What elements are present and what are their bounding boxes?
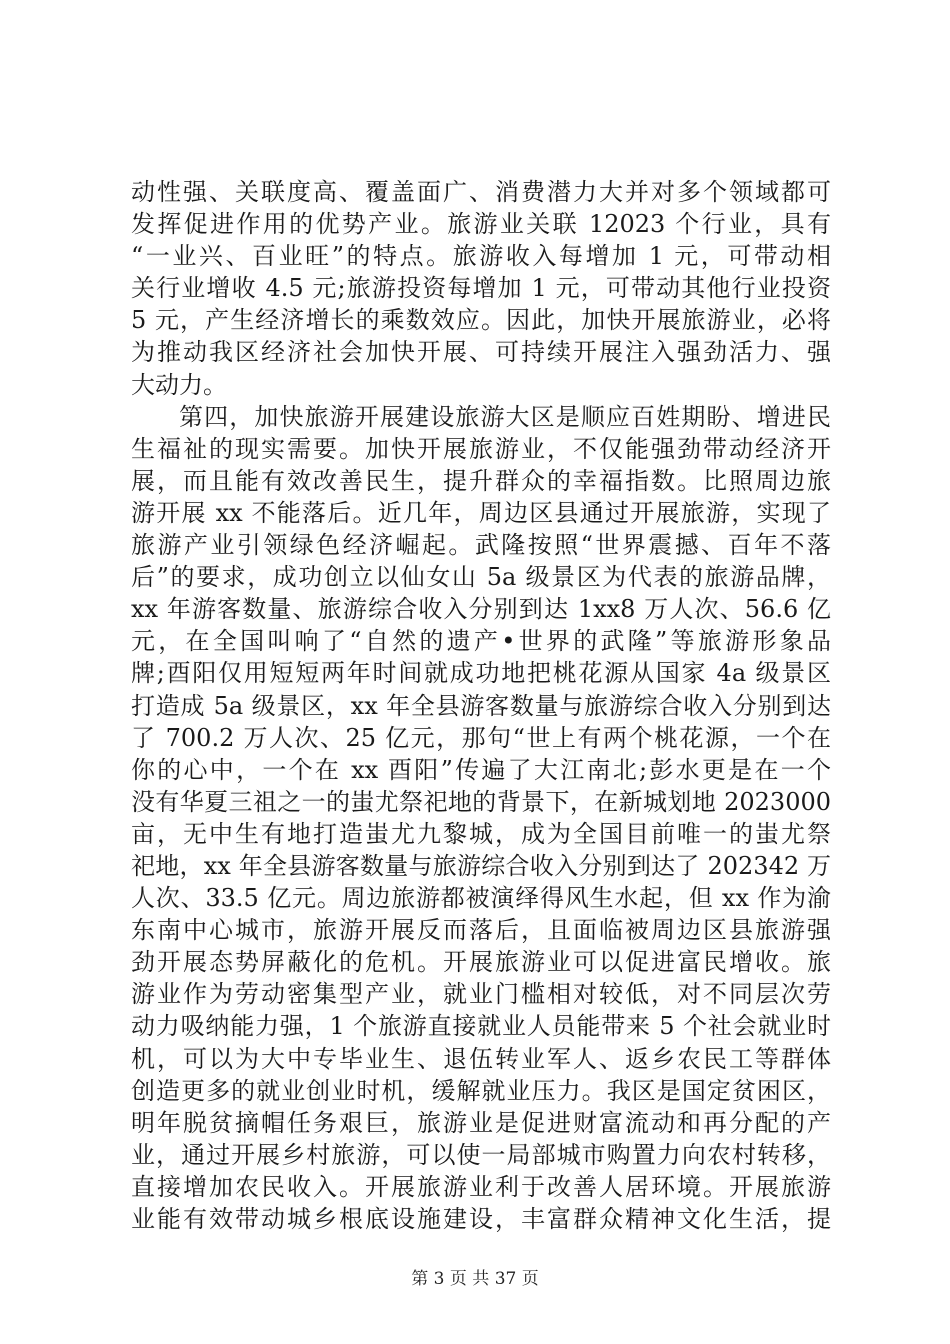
text-line: 你的心中，一个在 xx 酉阳”传遍了大江南北;彭水更是在一个 [131,755,831,784]
text-line: 亩，无中生有地打造蚩尤九黎城，成为全国目前唯一的蚩尤祭 [131,819,831,848]
text-line: 机，可以为大中专毕业生、退伍转业军人、返乡农民工等群体 [131,1044,831,1073]
text-line: 业，通过开展乡村旅游，可以使一局部城市购置力向农村转移， [131,1140,831,1169]
text-line: 元，在全国叫响了“自然的遗产•世界的武隆”等旅游形象品 [131,627,831,656]
text-line: 了 700.2 万人次、25 亿元，那句“世上有两个桃花源，一个在 [131,723,831,752]
text-line: 祀地，xx 年全县游客数量与旅游综合收入分别到达了 202342 万 [131,851,831,880]
text-line: 游业作为劳动密集型产业，就业门槛相对较低，对不同层次劳 [131,980,831,1009]
text-line: 动力吸纳能力强，1 个旅游直接就业人员能带来 5 个社会就业时 [131,1012,831,1041]
text-line: 创造更多的就业创业时机，缓解就业压力。我区是国定贫困区， [131,1076,831,1105]
text-line: 生福祉的现实需要。加快开展旅游业，不仅能强劲带动经济开 [131,434,831,463]
text-line: 展，而且能有效改善民生，提升群众的幸福指数。比照周边旅 [131,466,831,495]
text-line: 发挥促进作用的优势产业。旅游业关联 12023 个行业，具有 [131,210,831,239]
text-line: 打造成 5a 级景区，xx 年全县游客数量与旅游综合收入分别到达 [131,691,831,720]
text-line: 后”的要求，成功创立以仙女山 5a 级景区为代表的旅游品牌， [131,563,831,592]
text-line: 关行业增收 4.5 元;旅游投资每增加 1 元，可带动其他行业投资 [131,274,831,303]
text-line: 劲开展态势屏蔽化的危机。开展旅游业可以促进富民增收。旅 [131,948,831,977]
text-line: “一业兴、百业旺”的特点。旅游收入每增加 1 元，可带动相 [131,242,831,271]
body-text [131,176,831,1235]
text-line: 直接增加农民收入。开展旅游业利于改善人居环境。开展旅游 [131,1172,831,1201]
text-line: 人次、33.5 亿元。周边旅游都被演绎得风生水起，但 xx 作为渝 [131,884,831,913]
text-line: 没有华夏三祖之一的蚩尤祭祀地的背景下，在新城划地 2023000 [131,787,831,816]
text-line: 游开展 xx 不能落后。近几年，周边区县通过开展旅游，实现了 [131,498,831,527]
text-line: 为推动我区经济社会加快开展、可持续开展注入强劲活力、强 [131,338,831,367]
text-line: 大动力。 [131,370,227,399]
text-line: 旅游产业引领绿色经济崛起。武隆按照“世界震撼、百年不落 [131,531,831,560]
text-line: 牌;酉阳仅用短短两年时间就成功地把桃花源从国家 4a 级景区 [131,659,831,688]
text-line: 动性强、关联度高、覆盖面广、消费潜力大并对多个领域都可 [131,178,831,206]
text-line: 明年脱贫摘帽任务艰巨，旅游业是促进财富流动和再分配的产 [131,1108,831,1137]
text-line: 东南中心城市，旅游开展反而落后，且面临被周边区县旅游强 [131,916,831,945]
page-number-footer: 第 3 页 共 37 页 [411,1269,539,1289]
text-line: 业能有效带动城乡根底设施建设，丰富群众精神文化生活，提 [131,1205,831,1233]
paragraph-first-line: 第四，加快旅游开展建设旅游大区是顺应百姓期盼、增进民 [179,402,831,431]
text-line: xx 年游客数量、旅游综合收入分别到达 1xx8 万人次、56.6 亿 [131,595,831,624]
text-line: 5 元，产生经济增长的乘数效应。因此，加快开展旅游业，必将 [131,306,831,335]
